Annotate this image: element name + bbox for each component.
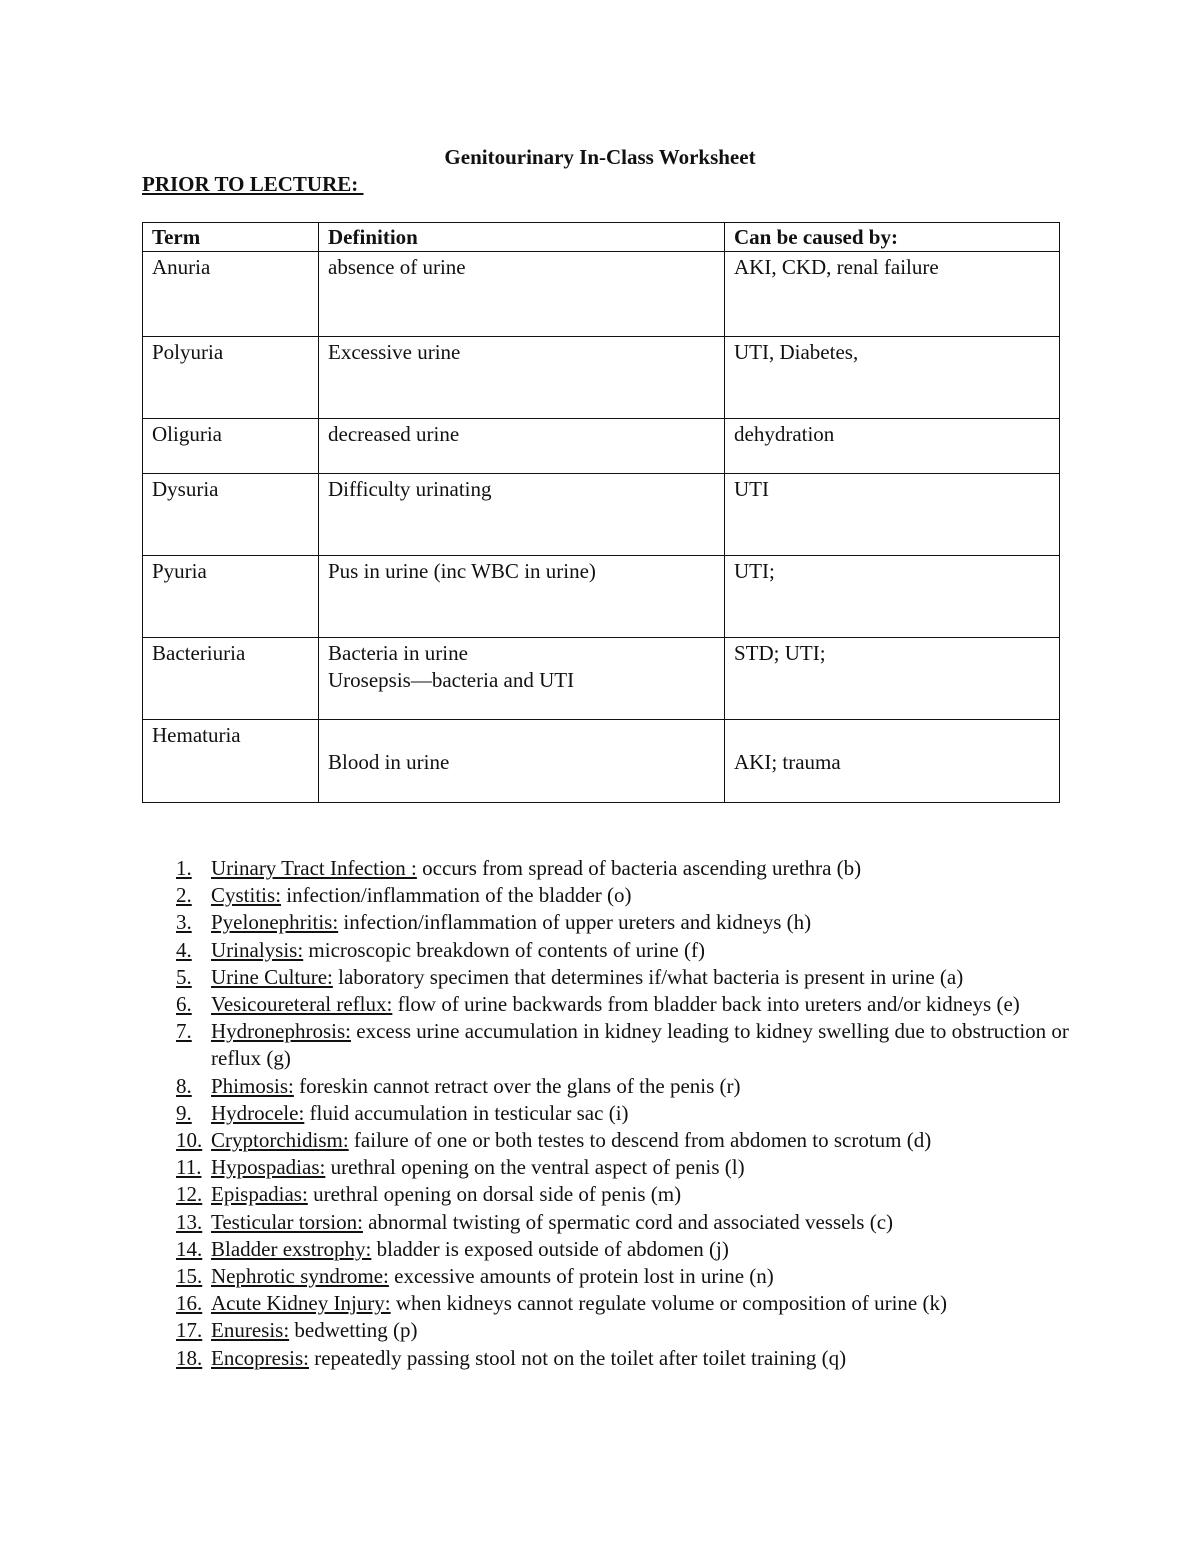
item-number: 7. xyxy=(176,1019,192,1044)
item-term: Urine Culture: xyxy=(211,964,333,989)
definition-cell xyxy=(319,252,725,337)
item-term: Hydrocele: xyxy=(211,1100,305,1125)
list-item xyxy=(176,1209,1076,1236)
item-number: 8. xyxy=(176,1073,192,1098)
page-title: Genitourinary In-Class Worksheet xyxy=(444,145,756,169)
definition-line: Blood in urine xyxy=(328,750,450,774)
item-term: Acute Kidney Injury: xyxy=(211,1291,391,1316)
definition-line: Urosepsis—bacteria and UTI xyxy=(328,668,575,692)
list-item xyxy=(176,937,1076,964)
list-item xyxy=(176,1154,1076,1181)
list-item xyxy=(176,909,1076,936)
definition-cell xyxy=(319,419,725,474)
item-term: Testicular torsion: xyxy=(211,1209,363,1234)
table-header-row xyxy=(143,223,1060,252)
item-number: 11. xyxy=(176,1155,202,1180)
definition-line: decreased urine xyxy=(328,422,460,446)
item-definition: repeatedly passing stool not on the toilet after toilet training (q) xyxy=(308,1345,847,1370)
definition-line: absence of urine xyxy=(328,255,466,279)
list-item xyxy=(176,1317,1076,1344)
item-term: Vesicoureteral reflux: xyxy=(211,992,393,1017)
header-cause: Can be caused by: xyxy=(725,223,1060,252)
item-term: Bladder exstrophy: xyxy=(211,1236,372,1261)
list-item xyxy=(176,1345,1076,1372)
list-item xyxy=(176,991,1076,1018)
list-item xyxy=(176,1263,1076,1290)
cause-cell: UTI; xyxy=(725,556,1060,638)
item-term: Hydronephrosis: xyxy=(211,1019,351,1044)
definition-line: Pus in urine (inc WBC in urine) xyxy=(328,559,596,583)
item-definition: infection/inflammation of the bladder (o) xyxy=(281,883,632,908)
term-cell: Dysuria xyxy=(143,474,319,556)
cause-cell: STD; UTI; xyxy=(725,638,1060,720)
term-cell: Polyuria xyxy=(143,337,319,419)
item-number: 12. xyxy=(176,1182,203,1207)
item-term: Hypospadias: xyxy=(211,1155,326,1180)
item-term: Enuresis: xyxy=(211,1318,290,1343)
item-definition: excessive amounts of protein lost in urine (n) xyxy=(388,1264,774,1289)
term-cell: Anuria xyxy=(143,252,319,337)
definition-line: Difficulty urinating xyxy=(328,477,492,501)
definition-line: Bacteria in urine xyxy=(328,641,468,665)
list-item xyxy=(176,1236,1076,1263)
table-row xyxy=(143,556,1060,638)
item-definition: urethral opening on the ventral aspect of penis (l) xyxy=(325,1155,745,1180)
list-item xyxy=(176,1290,1076,1317)
item-definition: bladder is exposed outside of abdomen (j) xyxy=(371,1236,729,1261)
list-item xyxy=(176,1100,1076,1127)
item-definition: failure of one or both testes to descend from abdomen to scrotum (d) xyxy=(348,1128,932,1153)
cause-cell xyxy=(725,720,1060,803)
item-definition: infection/inflammation of upper ureters and kidneys (h) xyxy=(338,910,812,935)
item-term: Urinalysis: xyxy=(211,937,304,962)
definition-cell xyxy=(319,474,725,556)
list-item xyxy=(176,1018,1076,1072)
item-definition: occurs from spread of bacteria ascending urethra (b) xyxy=(416,856,862,880)
header-term: Term xyxy=(143,223,319,252)
item-number: 15. xyxy=(176,1264,203,1289)
item-term: Cystitis: xyxy=(211,883,282,908)
table-row xyxy=(143,638,1060,720)
item-definition: flow of urine backwards from bladder back into ureters and/or kidneys (e) xyxy=(392,992,1020,1017)
item-number: 13. xyxy=(176,1209,203,1234)
item-number: 1. xyxy=(176,856,192,880)
item-term: Encopresis: xyxy=(211,1345,309,1370)
item-definition: laboratory specimen that determines if/what bacteria is present in urine (a) xyxy=(332,964,964,989)
item-number: 6. xyxy=(176,992,192,1017)
item-number: 3. xyxy=(176,910,192,935)
item-definition: abnormal twisting of spermatic cord and associated vessels (c) xyxy=(362,1209,894,1234)
glossary-list xyxy=(176,855,1076,1372)
item-number: 2. xyxy=(176,883,192,908)
list-item xyxy=(176,1073,1076,1100)
item-definition: urethral opening on dorsal side of penis (m) xyxy=(307,1182,682,1207)
table-row xyxy=(143,252,1060,337)
cause-line: AKI; trauma xyxy=(734,750,841,774)
cause-line xyxy=(734,722,1050,749)
cause-cell: UTI xyxy=(725,474,1060,556)
terms-table xyxy=(142,222,1060,803)
term-cell: Pyuria xyxy=(143,556,319,638)
cause-cell: UTI, Diabetes, xyxy=(725,337,1060,419)
item-term: Nephrotic syndrome: xyxy=(211,1264,389,1289)
list-item xyxy=(176,855,1076,882)
cause-cell: AKI, CKD, renal failure xyxy=(725,252,1060,337)
item-definition: foreskin cannot retract over the glans of the penis (r) xyxy=(293,1073,741,1098)
list-item xyxy=(176,882,1076,909)
item-number: 9. xyxy=(176,1100,192,1125)
term-cell: Bacteriuria xyxy=(143,638,319,720)
definition-cell xyxy=(319,337,725,419)
item-term: Urinary Tract Infection : xyxy=(211,856,417,880)
item-term: Phimosis: xyxy=(211,1073,294,1098)
definition-cell xyxy=(319,556,725,638)
term-cell: Oliguria xyxy=(143,419,319,474)
item-definition: microscopic breakdown of contents of urine (f) xyxy=(303,937,705,962)
table-row xyxy=(143,720,1060,803)
table-row xyxy=(143,337,1060,419)
cause-cell: dehydration xyxy=(725,419,1060,474)
definition-line: Excessive urine xyxy=(328,340,461,364)
table-row xyxy=(143,474,1060,556)
definition-line xyxy=(328,722,715,749)
item-number: 14. xyxy=(176,1236,203,1261)
term-cell: Hematuria xyxy=(143,720,319,803)
item-number: 17. xyxy=(176,1318,203,1343)
item-term: Epispadias: xyxy=(211,1182,308,1207)
item-definition: excess urine accumulation in kidney leading to kidney swelling due to obstruction or reflux (g) xyxy=(211,1019,1069,1071)
item-number: 4. xyxy=(176,937,192,962)
definition-cell xyxy=(319,720,725,803)
item-number: 16. xyxy=(176,1291,203,1316)
item-definition: fluid accumulation in testicular sac (i) xyxy=(304,1100,629,1125)
item-number: 5. xyxy=(176,964,192,989)
list-item xyxy=(176,964,1076,991)
list-item xyxy=(176,1127,1076,1154)
header-definition: Definition xyxy=(319,223,725,252)
item-definition: bedwetting (p) xyxy=(289,1318,418,1343)
section-heading: PRIOR TO LECTURE: xyxy=(142,172,364,196)
definition-cell xyxy=(319,638,725,720)
item-number: 18. xyxy=(176,1345,203,1370)
table-row xyxy=(143,419,1060,474)
item-term: Cryptorchidism: xyxy=(211,1128,349,1153)
item-number: 10. xyxy=(176,1128,203,1153)
list-item xyxy=(176,1181,1076,1208)
item-term: Pyelonephritis: xyxy=(211,910,339,935)
item-definition: when kidneys cannot regulate volume or composition of urine (k) xyxy=(390,1291,947,1316)
